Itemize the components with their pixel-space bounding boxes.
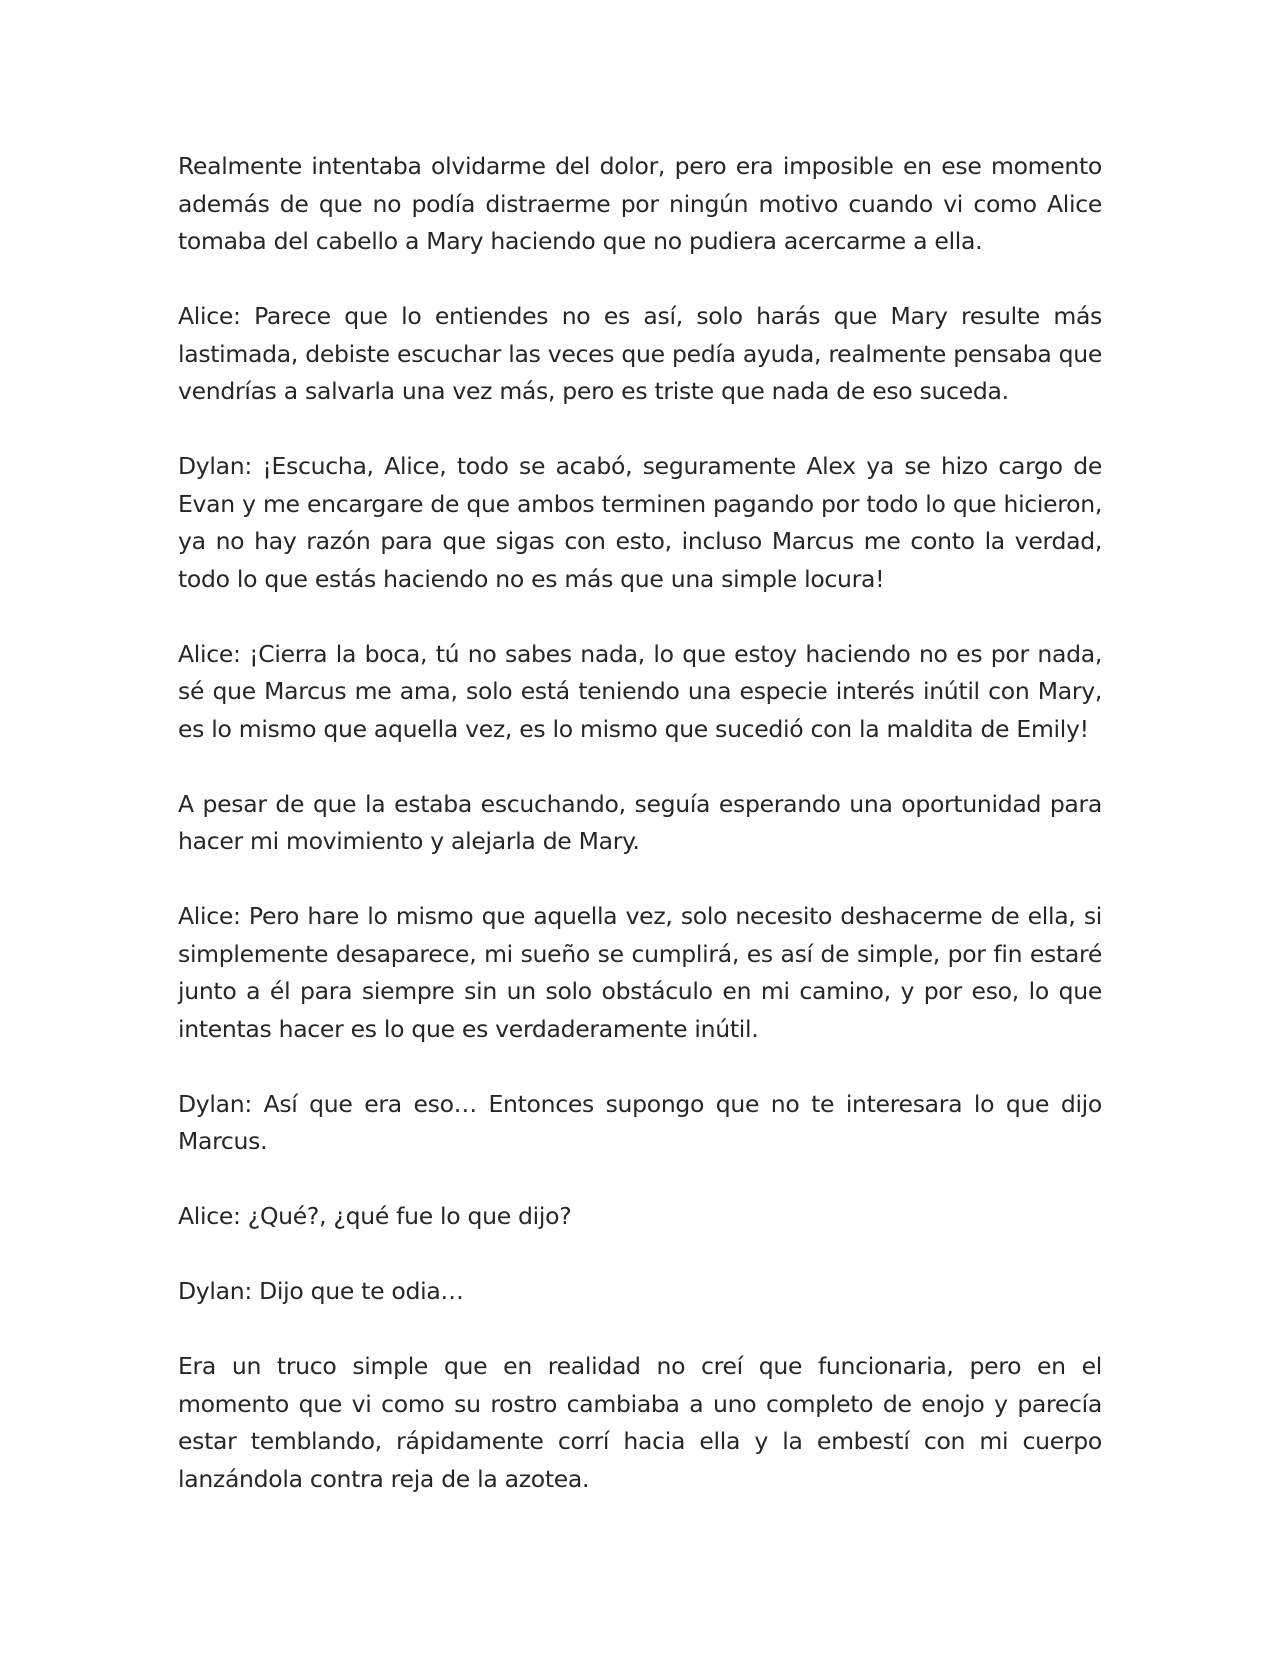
paragraph-9: Dylan: Dijo que te odia… <box>178 1277 464 1305</box>
paragraph-4: Alice: ¡Cierra la boca, tú no sabes nada, lo que estoy haciendo no es por nada, sé que Marcus me ama, solo está teniendo una especie interés inútil con Mary, es lo mismo que aquella vez, es lo mismo que sucedió con la maldita de Emily! <box>178 639 1102 743</box>
paragraph-10: Era un truco simple que en realidad no creí que funcionaria, pero en el momento que vi como su rostro cambiaba a uno completo de enojo y parecía estar temblando, rápidamente corrí hacia ella y la embestí con mi cuerpo lanzándola contra reja de la azotea. <box>178 1352 1102 1493</box>
document-page <box>178 148 1102 1498</box>
paragraph-2: Alice: Parece que lo entiendes no es así, solo harás que Mary resulte más lastimada, debiste escuchar las veces que pedía ayuda, realmente pensaba que vendrías a salvarla una vez más, pero es triste que nada de eso suceda. <box>178 302 1102 405</box>
paragraph-1: Realmente intentaba olvidarme del dolor, pero era imposible en ese momento además de que no podía distraerme por ningún motivo cuando vi como Alice tomaba del cabello a Mary haciendo que no pudiera acercarme a ella. <box>178 152 1102 255</box>
paragraph-5: A pesar de que la estaba escuchando, seguía esperando una oportunidad para hacer mi movimiento y alejarla de Mary. <box>178 789 1102 855</box>
paragraph-8: Alice: ¿Qué?, ¿qué fue lo que dijo? <box>178 1202 572 1230</box>
paragraph-6: Alice: Pero hare lo mismo que aquella vez, solo necesito deshacerme de ella, si simplemente desaparece, mi sueño se cumplirá, es así de simple, por fin estaré junto a él para siempre sin un solo obstáculo en mi camino, y por eso, lo que intentas hacer es lo que es verdaderamente inútil. <box>178 902 1102 1043</box>
paragraph-3: Dylan: ¡Escucha, Alice, todo se acabó, seguramente Alex ya se hizo cargo de Evan y me encargare de que ambos terminen pagando por todo lo que hicieron, ya no hay razón para que sigas con esto, incluso Marcus me conto la verdad, todo lo que estás haciendo no es más que una simple locura! <box>178 452 1102 593</box>
paragraph-7: Dylan: Así que era eso… Entonces supongo que no te interesara lo que dijo Marcus. <box>178 1089 1102 1155</box>
